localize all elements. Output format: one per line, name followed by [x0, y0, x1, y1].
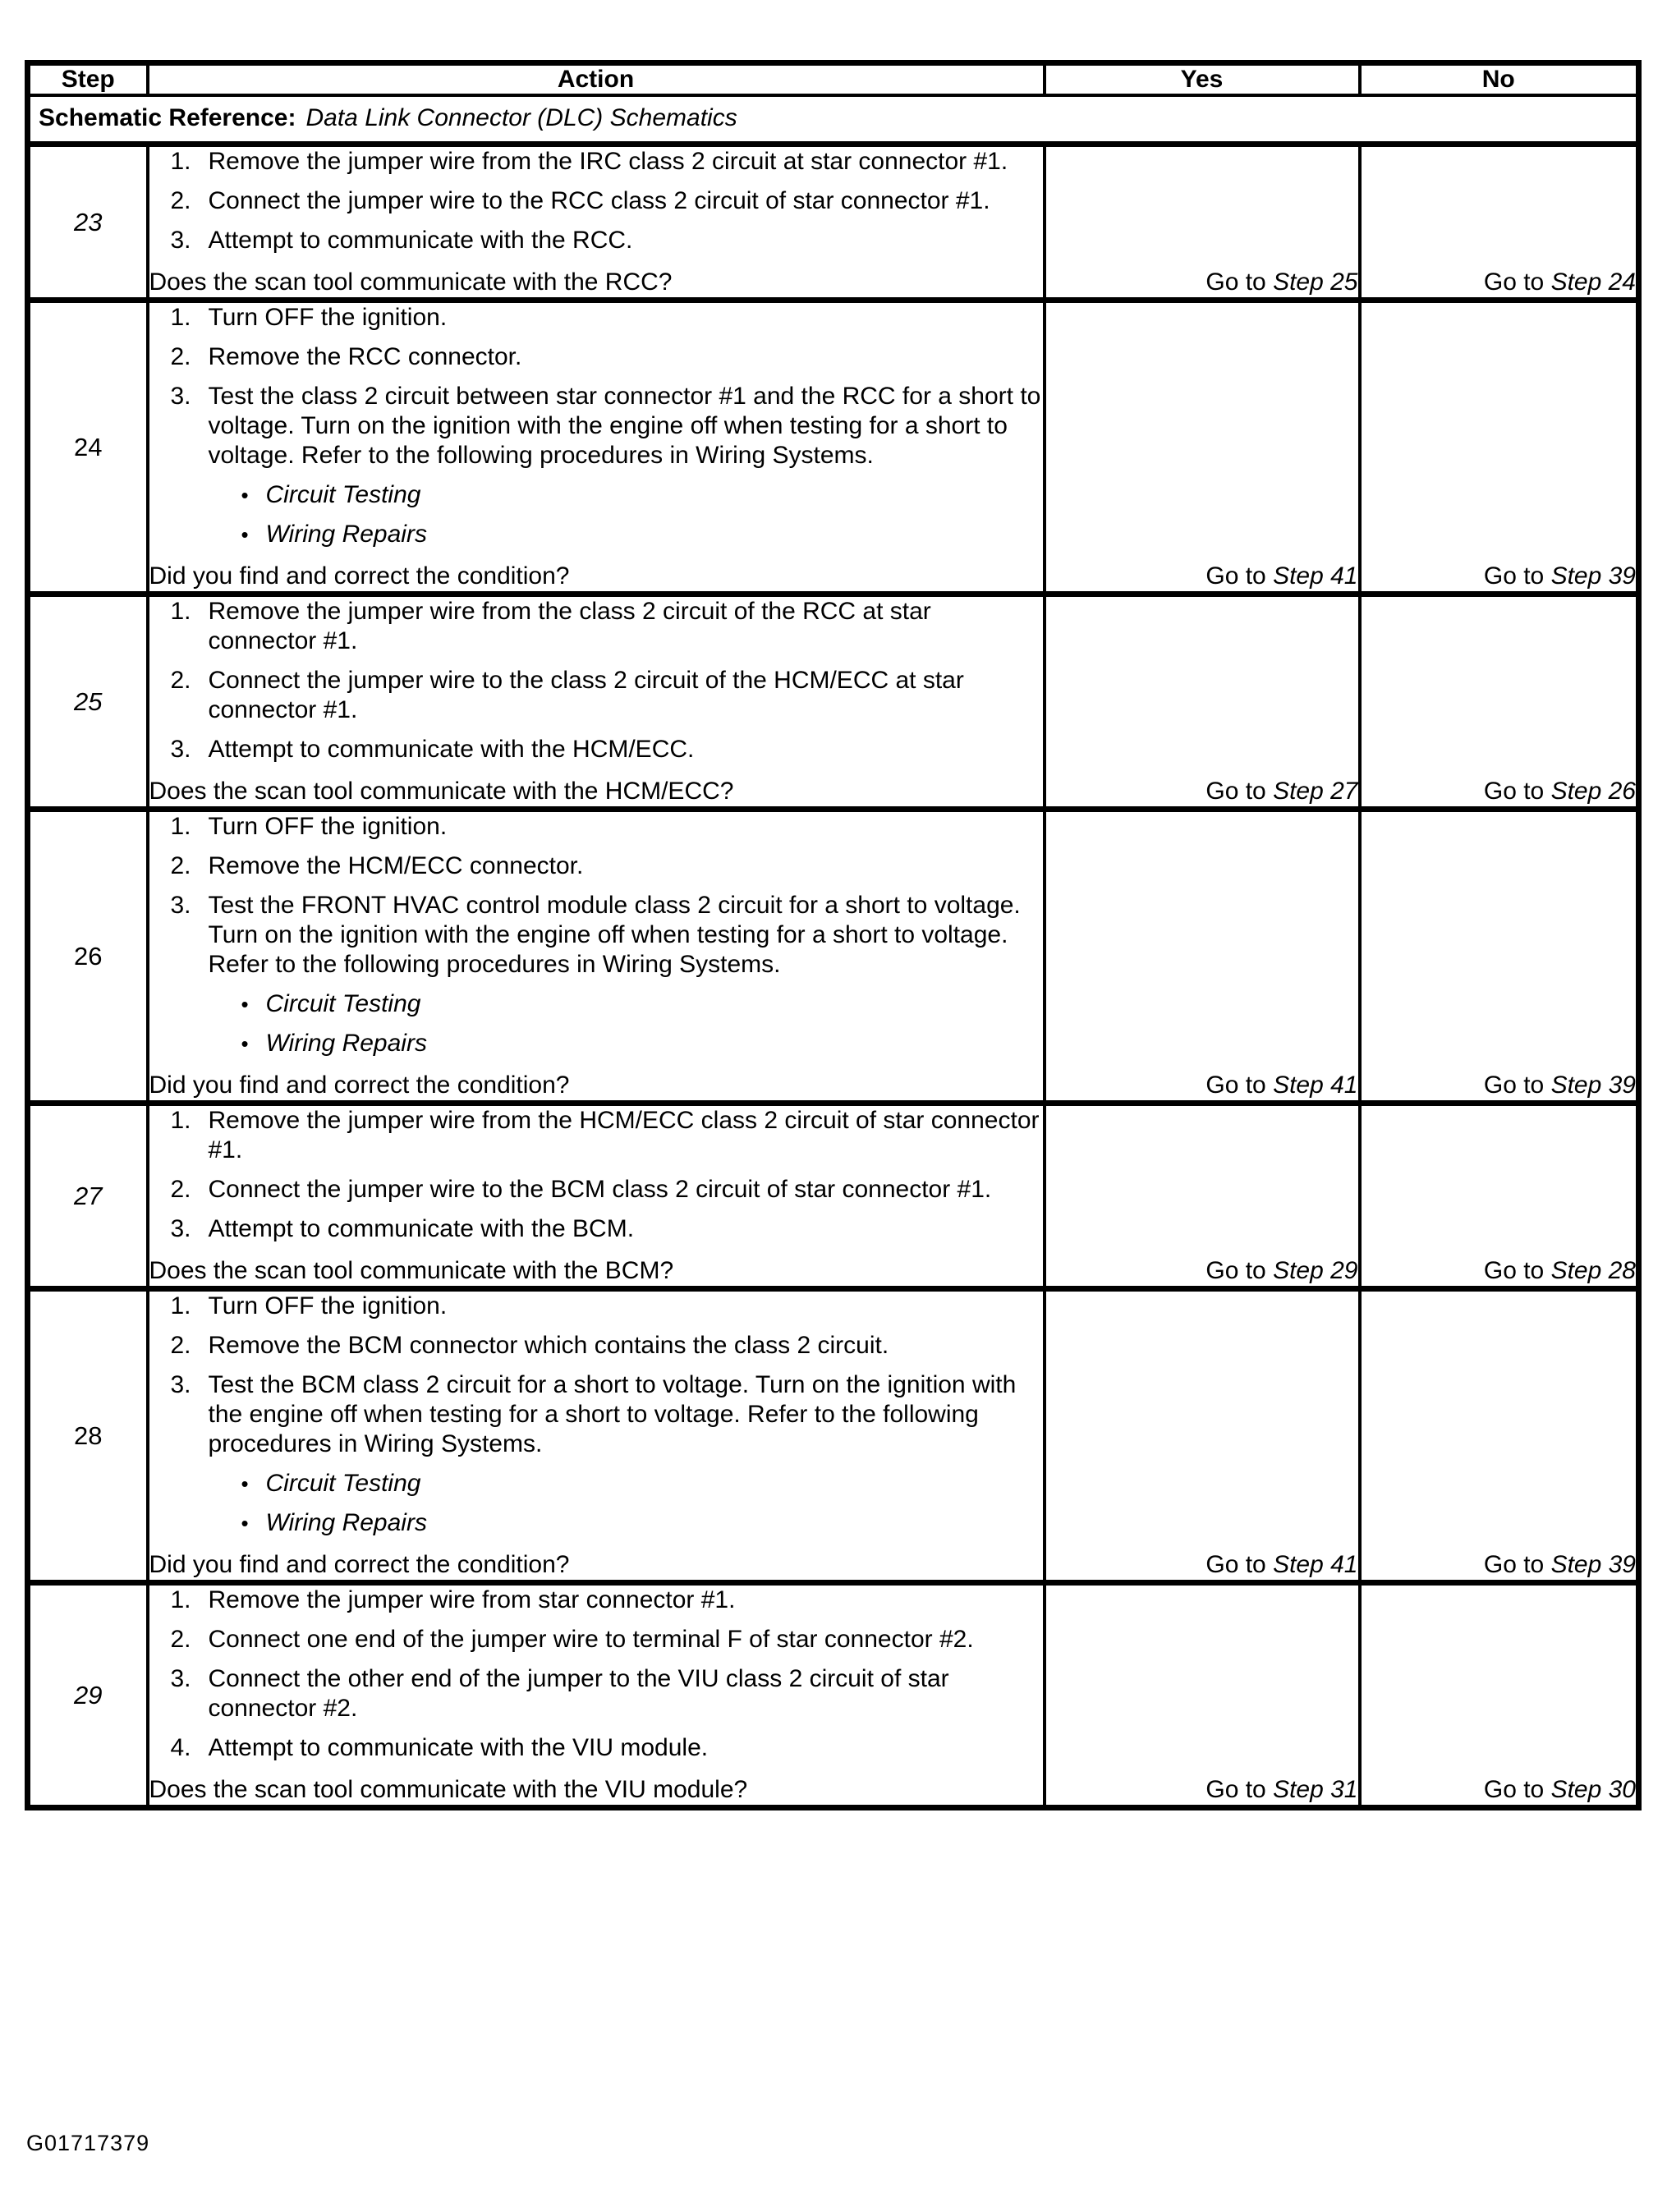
bullet-item [149, 1029, 1043, 1058]
item-marker: 2. [170, 343, 191, 370]
item-text: Connect the jumper wire to the RCC class 2 circuit of star connector #1. [208, 187, 990, 214]
item-marker: 4. [170, 1734, 191, 1761]
goto-prefix: Go to [1483, 778, 1551, 805]
numbered-item [149, 1331, 1043, 1361]
item-text: Turn OFF the ignition. [208, 813, 448, 840]
step-number: 29 [28, 1583, 148, 1808]
item-marker: 3. [170, 1215, 191, 1242]
action-question: Does the scan tool communicate with the VIU module? [149, 1776, 748, 1803]
diagnostic-table [25, 60, 1642, 1810]
item-text: Connect the jumper wire to the BCM class 2 circuit of star connector #1. [208, 1176, 992, 1203]
no-cell [1360, 810, 1639, 1104]
bullet-item [149, 1508, 1043, 1538]
item-marker: 3. [170, 1371, 191, 1398]
goto-prefix: Go to [1205, 1257, 1274, 1284]
item-text: Remove the jumper wire from the IRC class 2 circuit at star connector #1. [208, 148, 1008, 175]
step-number: 25 [28, 594, 148, 810]
goto-prefix: Go to [1483, 1072, 1551, 1099]
goto-target: Step 41 [1273, 1551, 1358, 1578]
goto-prefix: Go to [1205, 562, 1274, 590]
no-goto [1484, 1551, 1636, 1578]
yes-cell [1045, 145, 1360, 301]
numbered-item [149, 812, 1043, 842]
action-question: Does the scan tool communicate with the RCC? [149, 268, 673, 296]
numbered-item [149, 597, 1043, 656]
action-question: Does the scan tool communicate with the BCM? [149, 1257, 674, 1284]
numbered-item [149, 1370, 1043, 1459]
numbered-item [149, 1175, 1043, 1205]
item-text: Wiring Repairs [265, 1030, 427, 1057]
item-marker: 2. [170, 1176, 191, 1203]
item-marker: 3. [170, 383, 191, 410]
numbered-item [149, 666, 1043, 725]
item-marker: 3. [170, 736, 191, 763]
item-text: Attempt to communicate with the HCM/ECC. [208, 736, 695, 763]
goto-target: Step 26 [1550, 778, 1636, 805]
item-text: Wiring Repairs [265, 1509, 427, 1536]
item-text: Attempt to communicate with the RCC. [208, 227, 633, 254]
yes-cell [1045, 594, 1360, 810]
goto-prefix: Go to [1205, 1776, 1274, 1803]
item-marker: 1. [170, 1107, 191, 1134]
goto-target: Step 24 [1550, 268, 1636, 296]
schematic-reference-value: Data Link Connector (DLC) Schematics [305, 104, 737, 131]
item-text: Remove the HCM/ECC connector. [208, 852, 584, 879]
no-cell [1360, 594, 1639, 810]
numbered-item [149, 303, 1043, 333]
item-text: Attempt to communicate with the BCM. [208, 1215, 635, 1242]
yes-cell [1045, 301, 1360, 594]
bullet-item [149, 520, 1043, 549]
action-items [149, 597, 1043, 764]
item-text: Remove the jumper wire from the class 2 circuit of the RCC at star connector #1. [208, 598, 931, 654]
item-marker: 2. [170, 852, 191, 879]
item-marker: • [241, 1511, 249, 1535]
item-text: Attempt to communicate with the VIU module. [208, 1734, 709, 1761]
no-goto [1484, 778, 1636, 805]
goto-target: Step 41 [1273, 562, 1358, 590]
goto-prefix: Go to [1205, 778, 1274, 805]
table-body [28, 95, 1639, 1808]
action-items [149, 1292, 1043, 1538]
table-row [28, 1583, 1639, 1808]
item-text: Test the class 2 circuit between star connector #1 and the RCC for a short to voltage. Turn on the ignition with the engine off when testing for a short to voltage. Refer to the following procedures in Wiring Systems. [208, 383, 1041, 469]
no-cell [1360, 1289, 1639, 1583]
action-question: Did you find and correct the condition? [149, 1072, 570, 1099]
no-goto [1484, 268, 1636, 296]
goto-target: Step 29 [1273, 1257, 1358, 1284]
table-row [28, 594, 1639, 810]
goto-prefix: Go to [1483, 1257, 1551, 1284]
item-text: Test the FRONT HVAC control module class 2 circuit for a short to voltage. Turn on the ignition with the engine off when testing for a short to voltage. Refer to the following procedures in Wiring Systems. [208, 892, 1021, 978]
no-cell [1360, 1583, 1639, 1808]
no-goto [1484, 1776, 1636, 1803]
goto-target: Step 39 [1550, 1072, 1636, 1099]
action-cell [148, 810, 1045, 1104]
goto-target: Step 39 [1550, 562, 1636, 590]
action-cell [148, 145, 1045, 301]
step-number: 28 [28, 1289, 148, 1583]
item-marker: • [241, 522, 249, 547]
yes-goto [1205, 1257, 1357, 1284]
yes-goto [1205, 1072, 1357, 1099]
action-cell [148, 1289, 1045, 1583]
numbered-item [149, 1625, 1043, 1654]
item-marker: 2. [170, 1626, 191, 1653]
yes-goto [1205, 268, 1357, 296]
numbered-item [149, 1292, 1043, 1321]
numbered-item [149, 1664, 1043, 1723]
item-marker: 3. [170, 892, 191, 919]
action-question: Did you find and correct the condition? [149, 562, 570, 590]
numbered-item [149, 147, 1043, 177]
numbered-item [149, 851, 1043, 881]
item-text: Turn OFF the ignition. [208, 1292, 448, 1319]
no-cell [1360, 1104, 1639, 1289]
action-question: Did you find and correct the condition? [149, 1551, 570, 1578]
item-marker: • [241, 992, 249, 1017]
yes-cell [1045, 1104, 1360, 1289]
item-marker: 2. [170, 187, 191, 214]
bullet-item [149, 1469, 1043, 1498]
numbered-item [149, 226, 1043, 255]
yes-goto [1205, 1776, 1357, 1803]
bullet-item [149, 480, 1043, 510]
numbered-item [149, 891, 1043, 980]
item-marker: 3. [170, 227, 191, 254]
goto-prefix: Go to [1205, 268, 1274, 296]
goto-prefix: Go to [1483, 1776, 1551, 1803]
numbered-item [149, 1106, 1043, 1165]
action-question: Does the scan tool communicate with the HCM/ECC? [149, 778, 734, 805]
action-cell [148, 1104, 1045, 1289]
col-header-action: Action [148, 63, 1045, 96]
goto-prefix: Go to [1205, 1072, 1274, 1099]
goto-target: Step 25 [1273, 268, 1358, 296]
figure-id: G01717379 [26, 2131, 150, 2155]
numbered-item [149, 1214, 1043, 1244]
item-marker: 1. [170, 1292, 191, 1319]
action-cell [148, 594, 1045, 810]
step-number: 24 [28, 301, 148, 594]
no-cell [1360, 145, 1639, 301]
item-marker: 2. [170, 667, 191, 694]
step-number: 23 [28, 145, 148, 301]
goto-target: Step 31 [1273, 1776, 1358, 1803]
item-text: Test the BCM class 2 circuit for a short to voltage. Turn on the ignition with the engine off when testing for a short to voltage. Refer to the following procedures in Wiring Systems. [208, 1371, 1017, 1457]
item-text: Connect the other end of the jumper to the VIU class 2 circuit of star connector #2. [208, 1665, 949, 1722]
col-header-yes: Yes [1045, 63, 1360, 96]
item-marker: 2. [170, 1332, 191, 1359]
goto-prefix: Go to [1483, 1551, 1551, 1578]
no-goto [1484, 562, 1636, 590]
item-marker: 1. [170, 148, 191, 175]
no-cell [1360, 301, 1639, 594]
item-text: Circuit Testing [265, 990, 421, 1017]
item-marker: 1. [170, 304, 191, 331]
item-marker: • [241, 1471, 249, 1496]
goto-target: Step 39 [1550, 1551, 1636, 1578]
step-number: 26 [28, 810, 148, 1104]
goto-prefix: Go to [1483, 268, 1551, 296]
bullet-item [149, 989, 1043, 1019]
action-items [149, 303, 1043, 549]
table-row [28, 1104, 1639, 1289]
table-row [28, 145, 1639, 301]
numbered-item [149, 1586, 1043, 1615]
item-marker: 1. [170, 598, 191, 625]
table-row [28, 1289, 1639, 1583]
col-header-step: Step [28, 63, 148, 96]
yes-cell [1045, 1583, 1360, 1808]
item-marker: • [241, 483, 249, 507]
goto-target: Step 30 [1550, 1776, 1636, 1803]
goto-prefix: Go to [1205, 1551, 1274, 1578]
yes-goto [1205, 562, 1357, 590]
numbered-item [149, 342, 1043, 372]
yes-cell [1045, 1289, 1360, 1583]
item-marker: 1. [170, 1586, 191, 1613]
goto-prefix: Go to [1483, 562, 1551, 590]
numbered-item [149, 382, 1043, 470]
action-items [149, 812, 1043, 1058]
item-text: Turn OFF the ignition. [208, 304, 448, 331]
goto-target: Step 41 [1273, 1072, 1358, 1099]
numbered-item [149, 735, 1043, 764]
item-marker: 1. [170, 813, 191, 840]
item-marker: 3. [170, 1665, 191, 1692]
numbered-item [149, 1733, 1043, 1763]
yes-goto [1205, 1551, 1357, 1578]
item-text: Remove the jumper wire from star connector #1. [208, 1586, 736, 1613]
item-text: Connect the jumper wire to the class 2 circuit of the HCM/ECC at star connector #1. [208, 667, 964, 723]
item-text: Wiring Repairs [265, 521, 427, 548]
action-cell [148, 1583, 1045, 1808]
item-text: Remove the jumper wire from the HCM/ECC class 2 circuit of star connector #1. [208, 1107, 1040, 1163]
no-goto [1484, 1072, 1636, 1099]
item-marker: • [241, 1031, 249, 1056]
schematic-reference-label: Schematic Reference: [39, 104, 296, 131]
table-row [28, 301, 1639, 594]
action-items [149, 147, 1043, 255]
item-text: Circuit Testing [265, 481, 421, 508]
item-text: Circuit Testing [265, 1470, 421, 1497]
item-text: Remove the RCC connector. [208, 343, 522, 370]
goto-target: Step 28 [1550, 1257, 1636, 1284]
item-text: Remove the BCM connector which contains the class 2 circuit. [208, 1332, 889, 1359]
schematic-reference-cell [28, 95, 1639, 145]
table-row [28, 810, 1639, 1104]
item-text: Connect one end of the jumper wire to terminal F of star connector #2. [208, 1626, 974, 1653]
schematic-reference-row [28, 95, 1639, 145]
goto-target: Step 27 [1273, 778, 1358, 805]
table-header-row [28, 63, 1639, 96]
yes-goto [1205, 778, 1357, 805]
no-goto [1484, 1257, 1636, 1284]
action-cell [148, 301, 1045, 594]
numbered-item [149, 186, 1043, 216]
yes-cell [1045, 810, 1360, 1104]
action-items [149, 1586, 1043, 1763]
step-number: 27 [28, 1104, 148, 1289]
action-items [149, 1106, 1043, 1244]
col-header-no: No [1360, 63, 1639, 96]
